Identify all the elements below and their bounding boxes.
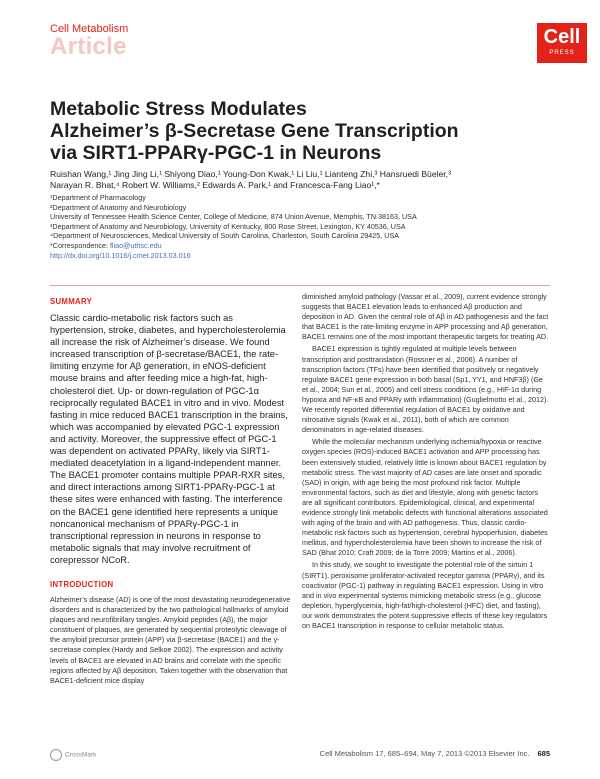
- paragraph: BACE1 expression is tightly regulated at multiple levels between transcription and posttranslation (Rossner et al., 2006). A number of transcription factors (TFs) have been identified that positively or negatively regulate BACE1 gene expression in both basal (Sp1, YY1, and HNF3β) (Ge et al., 2004; Sun et al., 2005) and cell stress conditions (e.g., HIF-1α during hypoxia and NF-κB and PPARγ with inflammation) (Guglielmotto et al., 2012). We recently reported differential regulation of BACE1 by oxidative and nitrosative signals (Kwak et al., 2011), both of which are common denominators in age-related diseases.: [302, 344, 549, 435]
- author-list: [50, 169, 530, 191]
- summary-heading: SUMMARY: [50, 297, 93, 306]
- affiliation: University of Tennessee Health Science Center, College of Medicine, 874 Union Avenue, Memphis, TN 38163, USA: [50, 212, 417, 222]
- affiliation: ¹Department of Pharmacology: [50, 193, 146, 202]
- right-column: [302, 292, 550, 631]
- footer-citation: Cell Metabolism 17, 685–694, May 7, 2013 ©2013 Elsevier Inc.: [319, 749, 530, 758]
- introduction-heading: INTRODUCTION: [50, 579, 114, 589]
- article-type-label: Article: [50, 33, 127, 60]
- article-title: [50, 98, 530, 164]
- affiliation: ³Department of Anatomy and Neurobiology, University of Kentucky, 800 Rose Street, Lexington, KY 40536, USA: [50, 221, 406, 231]
- affiliation: ⁴Department of Neurosciences, Medical University of South Carolina, Charleston, South Carolina 29425, USA: [50, 231, 400, 241]
- crossmark-icon: [50, 749, 62, 761]
- paragraph: Alzheimer’s disease (AD) is one of the most devastating neurodegenerative disorders and is characterized by the two pathological hallmarks of amyloid plaques and neurofibrillary tangles. Amyloid peptides (Aβ), the major constituent of plaques, are generated by sequential proteolytic cleavage of the amyloid precursor protein (APP) via β-secretase (BACE1) and the γ-secretase complex (Hardy and Selkoe 2002). The expression and activity levels of BACE1 are elevated in AD brains and correlate with the specific regions affected by Aβ deposition. Taken together with the observation that BACE1-deficient mice display: [50, 594, 291, 685]
- logo-subtext: PRESS: [549, 50, 575, 56]
- paragraph: While the molecular mechanism underlying ischemia/hypoxia or reactive oxygen species (ROS)-induced BACE1 activation and APP processing has been extensively studied, relatively little is known about BACE1 regulation by metabolic stress. The vast majority of AD cases are late onset and sporadic (SAD) in origin, with age being the most profound risk factor. Multiple environmental factors, such as diet and lifestyle, along with genetic factors are all significant contributors. Epidemiological, clinical, and experimental evidence strongly link metabolic defects with functional alterations associated with aging of the brain and with AD pathogenesis. Thus, classic cardio-metabolic risk factors such as hypertension, cerebral hypoperfusion, diabetes mellitus, and hypercholesterolemia have been shown to increase the risk of SAD (Bhat 2010; Craft 2009; de la Torre 2009; Martins et al., 2006).: [302, 437, 548, 558]
- crossmark-label: CrossMark: [65, 751, 97, 759]
- summary-text: Classic cardio-metabolic risk factors such as hypertension, stroke, diabetes, and hypercholesterolemia all increase the risk of Alzheimer’s disease. We found increased transcription of β-secretase/BACE1, the rate-limiting enzyme for Aβ generation, in eNOS-deficient mouse brains and after feeding mice a high-fat, high-cholesterol diet. Up- or down-regulation of PGC-1α reciprocally regulated BACE1 in vitro and in vivo. Modest fasting in mice reduced BACE1 transcription in the brains, which was accompanied by elevated PGC-1 expression and activity. Moreover, the suppressive effect of PGC-1 was dependent on activated PPARγ, likely via SIRT1-mediated deacetylation in a ligand-independent manner. The BACE1 promoter contains multiple PPAR-RXR sites, and direct interactions among SIRT1-PPARγ-PGC-1 at these sites were enhanced with fasting. The interference on the BACE1 gene identified here represents a unique noncanonical mechanism of PPARγ-PGC-1 in transcriptional repression in neurons in response to metabolic signals that may involve recruitment of corepressor NCoR.: [50, 313, 288, 565]
- doi-link[interactable]: http://dx.doi.org/10.1016/j.cmet.2013.03.016: [50, 250, 191, 260]
- author-line: Narayan R. Bhat,⁴ Robert W. Williams,² Edwards A. Park,¹ and Francesca-Fang Liao¹,*: [50, 180, 380, 190]
- crossmark-badge[interactable]: [50, 749, 96, 761]
- paragraph: In this study, we sought to investigate the potential role of the sirtuin 1 (SIRT1), peroxisome proliferator-activated receptor gamma (PPARγ), and its coactivator (PGC-1) pathway in regulating BACE1 expression. Using in vitro and in vivo experimental systems mimicking metabolic stress (e.g., glucose depletion, hyperglycemia, high-fat/high-cholesterol (HFC) diet, and fasting), our work demonstrates the potent suppressive effects of these key regulators on BACE1 transcription in response to cellular metabolic status.: [302, 560, 548, 630]
- introduction-body: [50, 595, 291, 686]
- page-number: 685: [537, 749, 550, 758]
- title-line: via SIRT1-PPARγ-PGC-1 in Neurons: [50, 142, 382, 164]
- left-column: [50, 292, 291, 686]
- title-line: Alzheimer’s β-Secretase Gene Transcription: [50, 120, 459, 142]
- page-footer: [320, 749, 550, 758]
- affiliation: ²Department of Anatomy and Neurobiology: [50, 202, 187, 212]
- cell-press-logo: [537, 23, 587, 63]
- paragraph: diminished amyloid pathology (Vassar et al., 2009), current evidence strongly suggests that BACE1 elevation leads to enhanced Aβ production and deposition in AD. Given the central role of Aβ in AD pathogenesis and the fact that BACE1 is the rate-limiting enzyme in APP processing and Aβ generation, BACE1 remains one of the most important therapeutic targets for treating AD.: [302, 292, 549, 342]
- correspondence-email-link[interactable]: fliao@uthsc.edu: [109, 240, 162, 250]
- journal-name: Cell Metabolism: [50, 23, 129, 35]
- right-column-body: [302, 292, 550, 631]
- correspondence: [50, 241, 550, 251]
- author-line: Ruishan Wang,¹ Jing Jing Li,¹ Shiyong Diao,¹ Young-Don Kwak,¹ Li Liu,¹ Lianteng Zhi,³ Hansruedi Büeler,³: [50, 169, 451, 179]
- logo-text: Cell: [543, 26, 581, 48]
- correspondence-label: *Correspondence:: [50, 240, 110, 250]
- affiliations: [50, 193, 550, 260]
- title-line: Metabolic Stress Modulates: [50, 98, 307, 120]
- section-divider: [50, 285, 550, 286]
